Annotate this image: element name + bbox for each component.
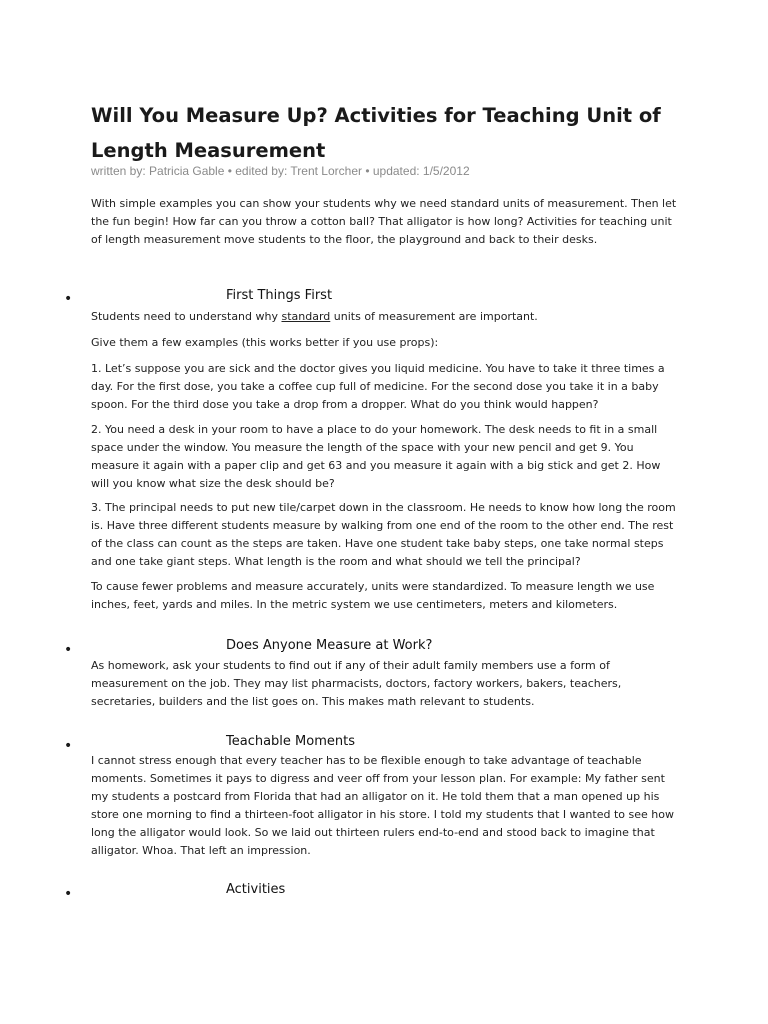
work-paragraph: As homework, ask your students to find out if any of their adult family members use a form of measurement on the job. They may list pharmacists, doctors, factory workers, bakers, teachers, secretaries, builders and the list goes on. This makes math relevant to students. [91,659,622,708]
bullet-first-things-first: • [64,291,73,307]
bullet-activities: • [64,886,73,902]
first-paragraph-medicine: 1. Let’s suppose you are sick and the doctor gives you liquid medicine. You have to take it three times a day. For the first dose, you take a coffee cup full of medicine. For the second dose you take it in a baby spoon. For the third dose you take a drop from a dropper. What do you think would happen? [91,362,665,411]
bullet-measure-at-work: • [64,642,73,658]
article-title: Will You Measure Up? Activities for Teaching Unit of Length Measurement [91,104,661,162]
first-paragraph-examples: Give them a few examples (this works better if you use props): [91,336,439,349]
first-paragraph-principal: 3. The principal needs to put new tile/carpet down in the classroom. He needs to know how long the room is. Have three different students measure by walking from one end of the room to the other end. The rest of the class can count as the steps are taken. Have one student take baby steps, one take normal steps and one take giant steps. What length is the room and what should we tell the principal? [91,501,676,568]
teachable-paragraph: I cannot stress enough that every teacher has to be flexible enough to take advantage of teachable moments. Sometimes it pays to digress and veer off from your lesson plan. For example: My father sent my students a postcard from Florida that had an alligator on it. He told them that a man opened up his store one morning to find a thirteen-foot alligator in his store. I told my students that I wanted to see how long the alligator would look. So we laid out thirteen rulers end-to-end and stood back to imagine that alligator. Whoa. That left an impression. [91,754,674,857]
first-paragraph-standard [91,308,681,326]
standard-link[interactable]: standard [281,310,331,323]
heading-teachable-moments: Teachable Moments [226,734,355,749]
first-paragraph-standardized: To cause fewer problems and measure accurately, units were standardized. To measure length we use inches, feet, yards and miles. In the metric system we use centimeters, meters and kilometers. [91,580,655,611]
heading-activities: Activities [226,882,286,897]
first-p1-before: Students need to understand why [91,310,282,323]
intro-paragraph: With simple examples you can show your students why we need standard units of measurement. Then let the fun begin! How far can you throw a cotton ball? That alligator is how long? Activities for teaching unit of length measurement move students to the floor, the playground and back to their desks. [91,197,677,246]
first-p1-after: units of measurement are important. [330,310,538,323]
heading-first-things-first: First Things First [226,288,333,303]
article-byline: written by: Patricia Gable • edited by: Trent Lorcher • updated: 1/5/2012 [91,164,470,178]
first-paragraph-desk: 2. You need a desk in your room to have a place to do your homework. The desk needs to fit in a small space under the window. You measure the length of the space with your new pencil and get 9. You measure it again with a paper clip and get 63 and you measure it again with a big stick and get 2. How will you know what size the desk should be? [91,423,661,490]
heading-measure-at-work: Does Anyone Measure at Work? [226,638,433,653]
bullet-teachable-moments: • [64,738,73,754]
